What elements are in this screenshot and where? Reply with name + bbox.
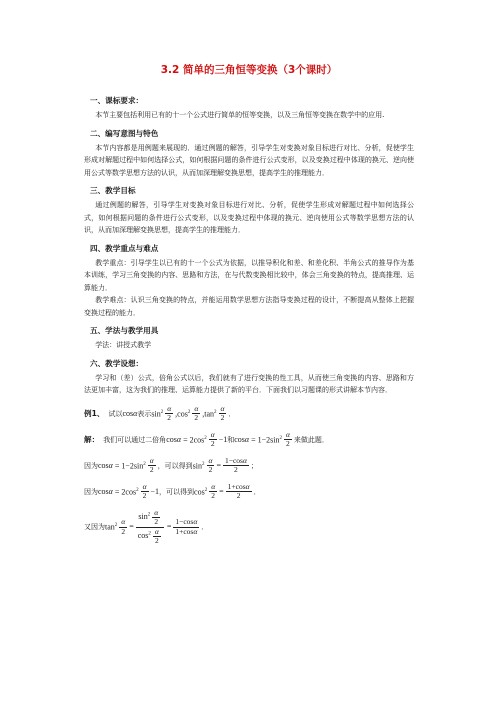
section-heading-3: 三、教学目标 (90, 186, 136, 195)
section-heading-5: 五、学法与教学用具 (90, 326, 159, 335)
section-body-3: 通过例题的解答，引导学生对变换对象目标进行对比、分析，促使学生形成对解题过程中如何选择公式，如何根据问题的条件进行公式变形，以及变换过程中体现的换元、逆向使用公式等数学思想方法的认识，从而加深理解变换思想，提高学生的推理能力． (84, 201, 414, 234)
page-title: 3.2 简单的三角恒等变换（3个课时） (160, 64, 338, 76)
solution-text: 我们可以通过二倍角 (103, 435, 167, 444)
derivation-line-3: 又因为 $\tan^2$ $\frac{\alpha}{2}$ = $\sin^2$ $\frac{\alpha}{2}$ $\cos^2$ $\frac{\alpha}{2}$ = $\frac{1-\cos\alpha}{1+\cos\alpha}$ ． (84, 507, 209, 545)
section-heading-4: 四、教学重点与难点 (90, 243, 159, 253)
document-page (84, 62, 414, 554)
section-heading-1: 一、课标要求： (90, 96, 144, 105)
section-body-2: 本节内容都是用例题来展现的．通过例题的解答，引导学生对变换对象目标进行对比、分析，促使学生形成对解题过程中如何选择公式，如何根据问题的条件进行公式变形，以及变换过程中体现的换元、逆向使用公式等数学思想方法的认识，从而加深理解变换思想，提高学生的推理能力． (84, 143, 414, 177)
example-1-prompt: 例1、 试以 cos α 表示 $\sin^2$ $\frac{\alpha}{2}$ $,\cos^2$ $\frac{\alpha}{2}$ $,\tan^2$ $\frac{\alpha}{2}$ ． (84, 403, 236, 422)
line1-mid: ，可以得到 (157, 461, 193, 470)
solution-label: 解： (84, 434, 100, 444)
solution-end: 来做此题． (293, 435, 329, 444)
line2-mid: ，可以得到 (159, 487, 195, 496)
derivation-line-2: 因为 cos α = $2\cos^2$ $\frac{\alpha}{2}$ −1 ，可以得到 $\cos^2$ $\frac{\alpha}{2}$ = $\frac{1+\cos\alpha}{2}$ ． (84, 481, 261, 500)
section-body-6: 学习和（差）公式，倍角公式以后，我们就有了进行变换的性工具，从而使三角变换的内容、思路和方法更加丰富，这为我们的推理、运算能力提供了新的平台．下面我们以习题课的形式讲解本节内容． (84, 373, 414, 394)
section-heading-2: 二、编写意图与特色 (90, 128, 159, 138)
section-body-4b: 教学难点：认识三角变换的特点，并能运用数学思想方法指导变换过程的设计，不断提高从整体上把握变换过程的能力． (84, 296, 414, 317)
section-body-1: 本节主要包括利用已有的十一个公式进行简单的恒等变换，以及三角恒等变换在数学中的应用. (95, 111, 385, 119)
line3-pre: 又因为 (84, 523, 105, 531)
line1-pre: 因为 (84, 461, 98, 470)
solution-line: 解： 我们可以通过二倍角 cos α = $2\cos^2$ $\frac{\alpha}{2}$ −1 和 cos α = $1-2\sin^2$ $\frac{\alpha}{2}$ 来做此题． (84, 429, 329, 448)
example-label: 例1、 (84, 408, 105, 418)
derivation-line-1: 因为 cos α = $1-2\sin^2$ $\frac{\alpha}{2}$ ，可以得到 $\sin^2$ $\frac{\alpha}{2}$ = $\frac{1-\cos\alpha}{2}$ ； (84, 455, 258, 474)
solution-and: 和 (227, 435, 235, 444)
line2-pre: 因为 (84, 487, 98, 496)
section-body-5: 学法：讲授式教学 (95, 341, 152, 349)
section-body-4a: 教学重点：引导学生以已有的十一个公式为依据，以推导积化和差、和差化积、半角公式的推导作为基本训练，学习三角变换的内容、思路和方法，在与代数变换相比较中，体会三角变换的特点，提高推理、运算能力． (84, 258, 414, 292)
section-heading-6: 六、教学设想： (90, 358, 144, 368)
